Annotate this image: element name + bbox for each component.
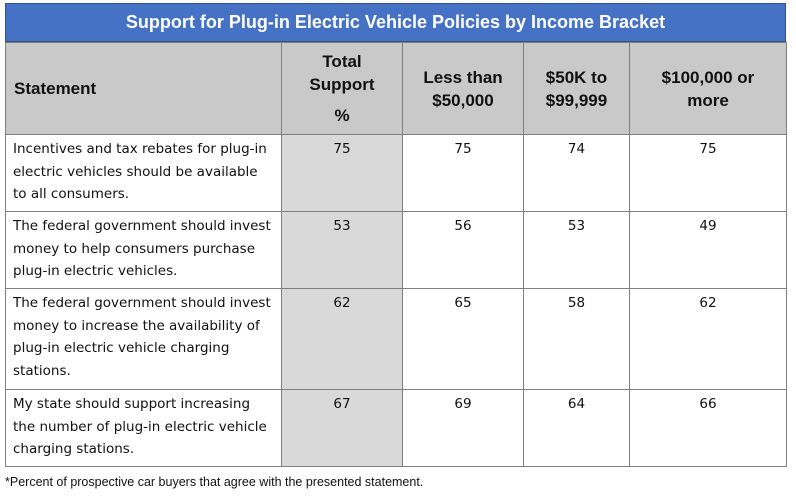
statement-cell: The federal government should invest money to help consumers purchase plug-in electric vehicles. <box>6 212 282 289</box>
total-support-cell: 75 <box>282 135 403 212</box>
100k-or-more-cell: 62 <box>630 289 787 390</box>
total-support-cell: 62 <box>282 289 403 390</box>
table-title: Support for Plug-in Electric Vehicle Policies by Income Bracket <box>5 3 786 42</box>
table-row <box>6 390 787 467</box>
statement-cell: Incentives and tax rebates for plug-in electric vehicles should be available to all consumers. <box>6 135 282 212</box>
header-less-than-50k: Less than $50,000 <box>403 43 524 135</box>
header-statement: Statement <box>6 43 282 135</box>
header-total-support: Total Support % <box>282 43 403 135</box>
header-row <box>6 43 787 135</box>
less-than-50k-cell: 75 <box>403 135 524 212</box>
policy-support-table-container <box>5 3 786 467</box>
statement-cell: The federal government should invest money to increase the availability of plug-in electric vehicle charging stations. <box>6 289 282 390</box>
footnote: *Percent of prospective car buyers that agree with the presented statement. <box>5 475 424 489</box>
100k-or-more-cell: 75 <box>630 135 787 212</box>
total-support-cell: 67 <box>282 390 403 467</box>
table-row <box>6 135 787 212</box>
header-50k-to-99k: $50K to $99,999 <box>524 43 630 135</box>
table-row <box>6 212 787 289</box>
table-row <box>6 289 787 390</box>
50k-to-99k-cell: 74 <box>524 135 630 212</box>
header-100k-or-more: $100,000 or more <box>630 43 787 135</box>
total-support-cell: 53 <box>282 212 403 289</box>
50k-to-99k-cell: 64 <box>524 390 630 467</box>
policy-support-table <box>5 42 787 467</box>
50k-to-99k-cell: 58 <box>524 289 630 390</box>
less-than-50k-cell: 69 <box>403 390 524 467</box>
100k-or-more-cell: 49 <box>630 212 787 289</box>
less-than-50k-cell: 56 <box>403 212 524 289</box>
less-than-50k-cell: 65 <box>403 289 524 390</box>
50k-to-99k-cell: 53 <box>524 212 630 289</box>
statement-cell: My state should support increasing the number of plug-in electric vehicle charging stations. <box>6 390 282 467</box>
100k-or-more-cell: 66 <box>630 390 787 467</box>
